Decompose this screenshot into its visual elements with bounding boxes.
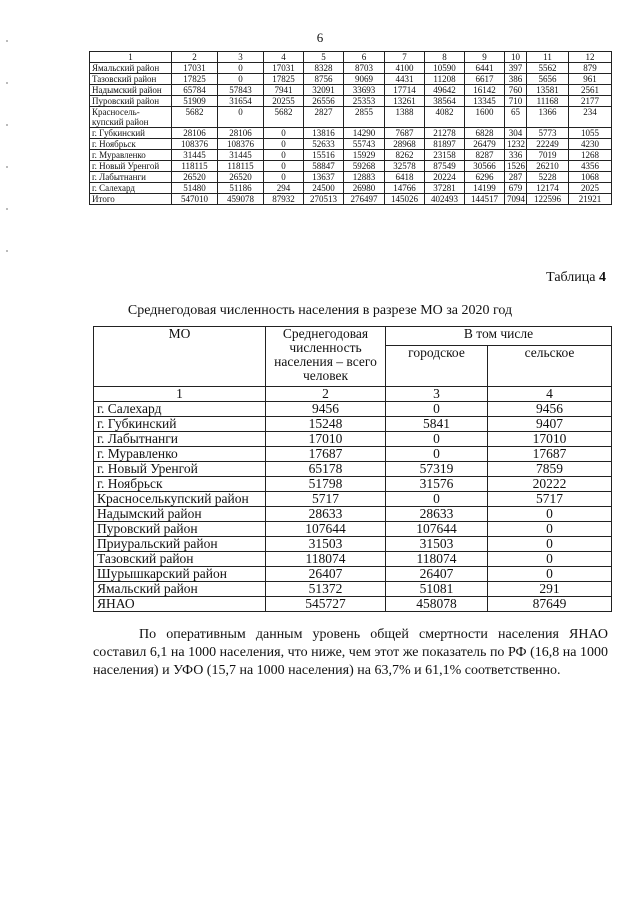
- table-cell: 5562: [527, 63, 569, 74]
- table-row: [94, 552, 612, 567]
- col-number: 10: [505, 52, 527, 63]
- table-cell: 107644: [386, 522, 488, 537]
- table-cell: 28106: [172, 128, 218, 139]
- table-cell: 287: [505, 172, 527, 183]
- table-cell: 32091: [304, 85, 344, 96]
- table-cell: 31654: [218, 96, 264, 107]
- table-cell: 4100: [385, 63, 425, 74]
- table-cell: 31503: [386, 537, 488, 552]
- table-cell: 51081: [386, 582, 488, 597]
- col-header-urban: городское: [386, 346, 488, 387]
- table-cell: 25353: [344, 96, 385, 107]
- table-cell: 108376: [172, 139, 218, 150]
- table-cell: 23158: [425, 150, 465, 161]
- col-number: 1: [90, 52, 172, 63]
- table-cell: 87649: [488, 597, 612, 612]
- table-cell: 14290: [344, 128, 385, 139]
- table-cell: 17714: [385, 85, 425, 96]
- table-cell: 26980: [344, 183, 385, 194]
- table-cell: 144517: [465, 194, 505, 205]
- row-label: Приуральский район: [94, 537, 266, 552]
- population-detail-table: [89, 51, 612, 205]
- table-cell: 8287: [465, 150, 505, 161]
- table-cell: 5717: [488, 492, 612, 507]
- table-row: [94, 537, 612, 552]
- table-cell: 9456: [266, 402, 386, 417]
- table-cell: 31503: [266, 537, 386, 552]
- table-row: [90, 63, 612, 74]
- table-cell: 24500: [304, 183, 344, 194]
- mortality-paragraph: По оперативным данным уровень общей смертности населения ЯНАО составил 6,1 на 1000 населения, что ниже, чем этот же показатель по РФ (16,8 на 1000 населения) и УФО (15,7 на 1000 населения) на 63,7% и 61,1% соответственно.: [93, 627, 608, 678]
- table-row: [90, 172, 612, 183]
- table-cell: 17031: [264, 63, 304, 74]
- table-cell: 26479: [465, 139, 505, 150]
- table-cell: 9407: [488, 417, 612, 432]
- table-cell: 28633: [266, 507, 386, 522]
- table-cell: 291: [488, 582, 612, 597]
- table-cell: 16142: [465, 85, 505, 96]
- table-cell: 65178: [266, 462, 386, 477]
- table-cell: 26210: [527, 161, 569, 172]
- table-row: [94, 522, 612, 537]
- table-cell: 0: [264, 139, 304, 150]
- table-row: [94, 492, 612, 507]
- table-cell: 0: [264, 172, 304, 183]
- margin-mark: [6, 250, 8, 252]
- table-cell: 0: [264, 150, 304, 161]
- average-population-table: [93, 326, 612, 612]
- table-cell: 0: [386, 447, 488, 462]
- table-cell: 28106: [218, 128, 264, 139]
- table-row: [90, 107, 612, 128]
- table-cell: 13637: [304, 172, 344, 183]
- table-cell: 1366: [527, 107, 569, 128]
- margin-mark: [6, 208, 8, 210]
- row-label: г. Новый Уренгой: [90, 161, 172, 172]
- table-cell: 4356: [569, 161, 612, 172]
- table-cell: 2177: [569, 96, 612, 107]
- row-label: Красносель-купский район: [90, 107, 172, 128]
- row-label: Шурышкарский район: [94, 567, 266, 582]
- table-cell: 386: [505, 74, 527, 85]
- table-cell: 51480: [172, 183, 218, 194]
- table-cell: 17687: [266, 447, 386, 462]
- table-row: [90, 150, 612, 161]
- table-cell: 38564: [425, 96, 465, 107]
- table-cell: 7094: [505, 194, 527, 205]
- table-cell: 57843: [218, 85, 264, 96]
- table-cell: 32578: [385, 161, 425, 172]
- table-cell: 21278: [425, 128, 465, 139]
- col-number: 3: [386, 387, 488, 402]
- table-cell: 5228: [527, 172, 569, 183]
- table-cell: 26556: [304, 96, 344, 107]
- table-cell: 234: [569, 107, 612, 128]
- table-header-row: [90, 52, 612, 63]
- table-cell: 547010: [172, 194, 218, 205]
- table-cell: 17010: [266, 432, 386, 447]
- table-cell: 58847: [304, 161, 344, 172]
- table-cell: 5656: [527, 74, 569, 85]
- table-row: [94, 567, 612, 582]
- table-cell: 9456: [488, 402, 612, 417]
- table-row: [90, 96, 612, 107]
- table-row: [94, 597, 612, 612]
- table-cell: 6441: [465, 63, 505, 74]
- table-cell: 4230: [569, 139, 612, 150]
- table-cell: 1388: [385, 107, 425, 128]
- table-cell: 108376: [218, 139, 264, 150]
- row-label: г. Ноябрьск: [90, 139, 172, 150]
- table-cell: 11208: [425, 74, 465, 85]
- table-cell: 7019: [527, 150, 569, 161]
- table-cell: 8328: [304, 63, 344, 74]
- table-cell: 13816: [304, 128, 344, 139]
- table-cell: 55743: [344, 139, 385, 150]
- table-row: [90, 194, 612, 205]
- table-cell: 13345: [465, 96, 505, 107]
- margin-mark: [6, 166, 8, 168]
- table-cell: 276497: [344, 194, 385, 205]
- col-number: 2: [266, 387, 386, 402]
- table-cell: 118074: [386, 552, 488, 567]
- col-header-total: Среднегодовая численность населения – всего человек: [266, 327, 386, 387]
- table-cell: 0: [386, 432, 488, 447]
- table-cell: 0: [488, 507, 612, 522]
- table-cell: 17010: [488, 432, 612, 447]
- table-cell: 402493: [425, 194, 465, 205]
- table-cell: 118115: [218, 161, 264, 172]
- row-label: г. Салехард: [94, 402, 266, 417]
- table-cell: 49642: [425, 85, 465, 96]
- table-cell: 31576: [386, 477, 488, 492]
- table-cell: 679: [505, 183, 527, 194]
- table-cell: 87549: [425, 161, 465, 172]
- row-label: г. Лабытнанги: [94, 432, 266, 447]
- row-label: Надымский район: [94, 507, 266, 522]
- col-number: 11: [527, 52, 569, 63]
- col-number: 9: [465, 52, 505, 63]
- table-cell: 1232: [505, 139, 527, 150]
- table-cell: 294: [264, 183, 304, 194]
- table-row: [90, 128, 612, 139]
- row-label: Итого: [90, 194, 172, 205]
- table-cell: 52633: [304, 139, 344, 150]
- table-cell: 6617: [465, 74, 505, 85]
- table-cell: 0: [218, 107, 264, 128]
- row-label: г. Губкинский: [94, 417, 266, 432]
- table-cell: 107644: [266, 522, 386, 537]
- table-cell: 31445: [218, 150, 264, 161]
- table-cell: 15516: [304, 150, 344, 161]
- table-cell: 270513: [304, 194, 344, 205]
- table-cell: 2025: [569, 183, 612, 194]
- table-row: [94, 582, 612, 597]
- table-cell: 26407: [266, 567, 386, 582]
- table-row: [94, 402, 612, 417]
- table-cell: 26520: [218, 172, 264, 183]
- col-header-rural: сельское: [488, 346, 612, 387]
- table-cell: 10590: [425, 63, 465, 74]
- table-cell: 336: [505, 150, 527, 161]
- table-cell: 17687: [488, 447, 612, 462]
- table-cell: 6296: [465, 172, 505, 183]
- table-cell: 33693: [344, 85, 385, 96]
- col-number: 8: [425, 52, 465, 63]
- col-header-including: В том числе: [386, 327, 612, 346]
- table-row: [94, 432, 612, 447]
- table-cell: 961: [569, 74, 612, 85]
- table-cell: 51372: [266, 582, 386, 597]
- row-label: Надымский район: [90, 85, 172, 96]
- row-label: г. Ноябрьск: [94, 477, 266, 492]
- table-header-row: [94, 327, 612, 346]
- table-cell: 14199: [465, 183, 505, 194]
- table-cell: 28968: [385, 139, 425, 150]
- table-cell: 87932: [264, 194, 304, 205]
- table-title: Среднегодовая численность населения в разрезе МО за 2020 год: [127, 303, 513, 318]
- table-cell: 0: [386, 492, 488, 507]
- table-cell: 15929: [344, 150, 385, 161]
- table-row: [94, 417, 612, 432]
- table-cell: 6418: [385, 172, 425, 183]
- table-cell: 1526: [505, 161, 527, 172]
- table-cell: 81897: [425, 139, 465, 150]
- table-cell: 122596: [527, 194, 569, 205]
- margin-mark: [6, 124, 8, 126]
- table-cell: 51798: [266, 477, 386, 492]
- table-cell: 2827: [304, 107, 344, 128]
- table-cell: 1055: [569, 128, 612, 139]
- table-cell: 1600: [465, 107, 505, 128]
- table-cell: 397: [505, 63, 527, 74]
- table-cell: 59268: [344, 161, 385, 172]
- table-cell: 760: [505, 85, 527, 96]
- table-cell: 0: [264, 128, 304, 139]
- margin-mark: [6, 82, 8, 84]
- table-cell: 17031: [172, 63, 218, 74]
- table-cell: 1068: [569, 172, 612, 183]
- row-label: г. Муравленко: [94, 447, 266, 462]
- table-cell: 17825: [172, 74, 218, 85]
- table-cell: 145026: [385, 194, 425, 205]
- row-label: ЯНАО: [94, 597, 266, 612]
- row-label: Красноселькупский район: [94, 492, 266, 507]
- table-row: [94, 477, 612, 492]
- table-cell: 8703: [344, 63, 385, 74]
- row-label: г. Салехард: [90, 183, 172, 194]
- col-number: 3: [218, 52, 264, 63]
- table-cell: 9069: [344, 74, 385, 85]
- table-cell: 2561: [569, 85, 612, 96]
- table-cell: 14766: [385, 183, 425, 194]
- table-cell: 13581: [527, 85, 569, 96]
- table-cell: 459078: [218, 194, 264, 205]
- table-row: [94, 507, 612, 522]
- table-cell: 22249: [527, 139, 569, 150]
- table-cell: 20224: [425, 172, 465, 183]
- table-row: [90, 161, 612, 172]
- table-cell: 28633: [386, 507, 488, 522]
- table-cell: 8262: [385, 150, 425, 161]
- table-cell: 7859: [488, 462, 612, 477]
- col-number: 4: [488, 387, 612, 402]
- table-cell: 4082: [425, 107, 465, 128]
- table-cell: 0: [218, 63, 264, 74]
- table-row: [90, 183, 612, 194]
- column-number-row: [94, 387, 612, 402]
- table-cell: 710: [505, 96, 527, 107]
- table-cell: 5717: [266, 492, 386, 507]
- table-cell: 5682: [172, 107, 218, 128]
- table-cell: 458078: [386, 597, 488, 612]
- table-cell: 26520: [172, 172, 218, 183]
- table-cell: 118074: [266, 552, 386, 567]
- row-label: г. Лабытнанги: [90, 172, 172, 183]
- row-label: г. Новый Уренгой: [94, 462, 266, 477]
- margin-mark: [6, 40, 8, 42]
- table-cell: 65784: [172, 85, 218, 96]
- col-number: 1: [94, 387, 266, 402]
- table-cell: 1268: [569, 150, 612, 161]
- table-cell: 7687: [385, 128, 425, 139]
- col-number: 7: [385, 52, 425, 63]
- table-label: Таблица 4: [546, 270, 606, 285]
- table-cell: 8756: [304, 74, 344, 85]
- table-cell: 26407: [386, 567, 488, 582]
- table-cell: 4431: [385, 74, 425, 85]
- table-cell: 304: [505, 128, 527, 139]
- row-label: г. Губкинский: [90, 128, 172, 139]
- col-header-mo: МО: [94, 327, 266, 387]
- table-cell: 0: [488, 537, 612, 552]
- table-cell: 5773: [527, 128, 569, 139]
- table-cell: 30566: [465, 161, 505, 172]
- table-row: [94, 462, 612, 477]
- table-cell: 51186: [218, 183, 264, 194]
- row-label: Пуровский район: [94, 522, 266, 537]
- table-cell: 0: [488, 552, 612, 567]
- col-number: 2: [172, 52, 218, 63]
- table-cell: 31445: [172, 150, 218, 161]
- col-number: 4: [264, 52, 304, 63]
- table-row: [90, 139, 612, 150]
- table-cell: 20222: [488, 477, 612, 492]
- table-cell: 57319: [386, 462, 488, 477]
- row-label: Ямальский район: [94, 582, 266, 597]
- table-cell: 20255: [264, 96, 304, 107]
- table-cell: 37281: [425, 183, 465, 194]
- table-cell: 15248: [266, 417, 386, 432]
- table-row: [94, 447, 612, 462]
- table-cell: 7941: [264, 85, 304, 96]
- table-cell: 21921: [569, 194, 612, 205]
- table-cell: 12883: [344, 172, 385, 183]
- row-label: Пуровский район: [90, 96, 172, 107]
- table-cell: 545727: [266, 597, 386, 612]
- table-cell: 0: [386, 402, 488, 417]
- page-number: 6: [316, 30, 324, 45]
- table-row: [90, 74, 612, 85]
- col-number: 5: [304, 52, 344, 63]
- row-label: Тазовский район: [90, 74, 172, 85]
- table-cell: 51909: [172, 96, 218, 107]
- col-number: 12: [569, 52, 612, 63]
- table-cell: 11168: [527, 96, 569, 107]
- table-row: [90, 85, 612, 96]
- table-cell: 0: [218, 74, 264, 85]
- table-cell: 17825: [264, 74, 304, 85]
- row-label: г. Муравленко: [90, 150, 172, 161]
- table-cell: 0: [488, 567, 612, 582]
- table-cell: 0: [488, 522, 612, 537]
- table-cell: 5682: [264, 107, 304, 128]
- table-cell: 2855: [344, 107, 385, 128]
- table-cell: 5841: [386, 417, 488, 432]
- row-label: Тазовский район: [94, 552, 266, 567]
- table-cell: 65: [505, 107, 527, 128]
- table-cell: 13261: [385, 96, 425, 107]
- table-cell: 6828: [465, 128, 505, 139]
- table-cell: 879: [569, 63, 612, 74]
- table-cell: 12174: [527, 183, 569, 194]
- row-label: Ямальский район: [90, 63, 172, 74]
- table-cell: 0: [264, 161, 304, 172]
- col-number: 6: [344, 52, 385, 63]
- table-cell: 118115: [172, 161, 218, 172]
